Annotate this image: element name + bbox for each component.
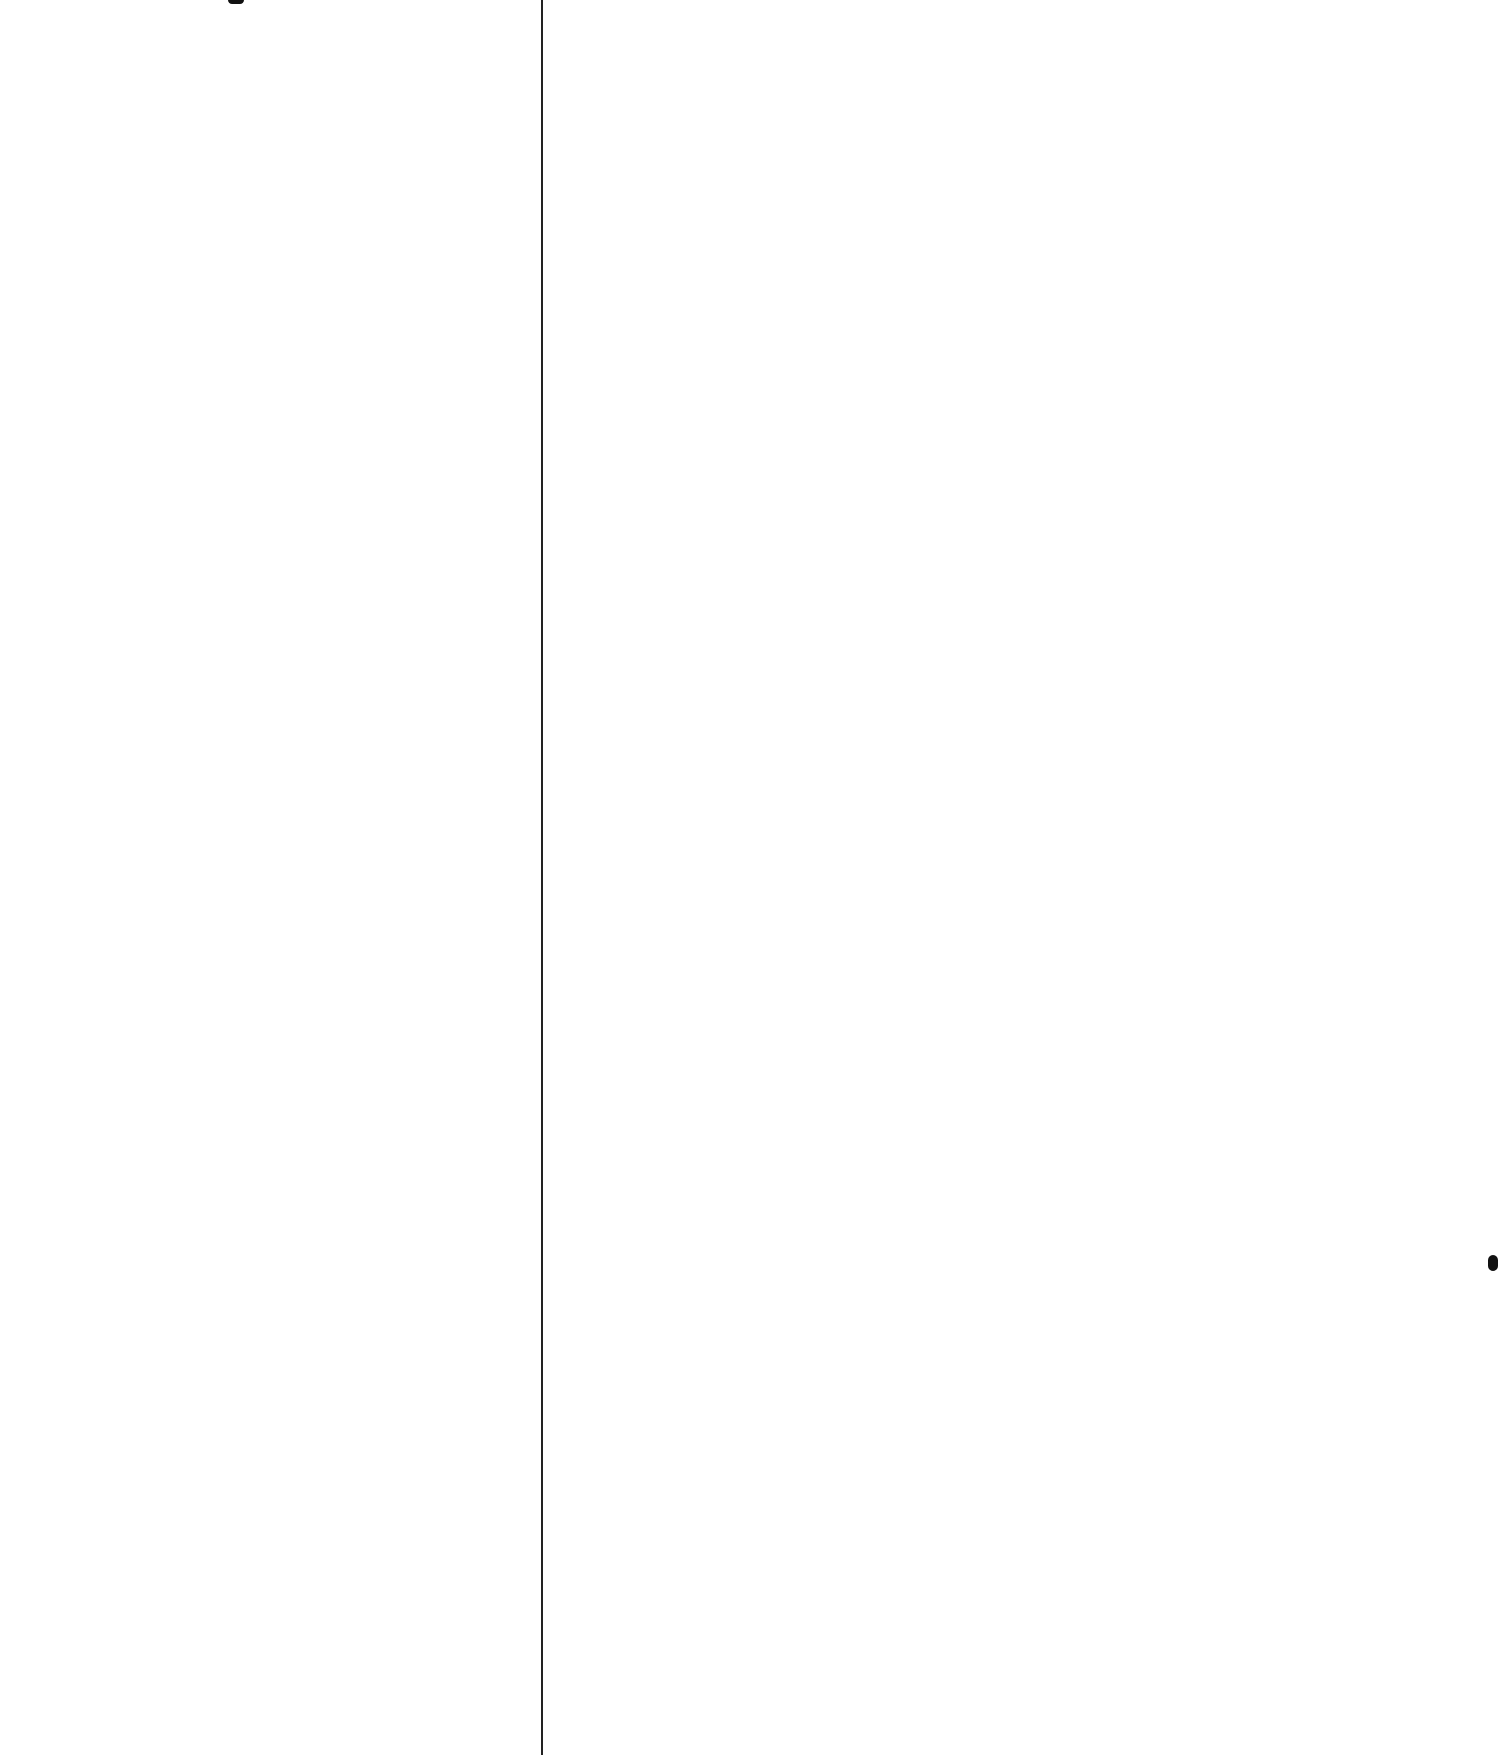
- heading-fragment: [1488, 1255, 1498, 1271]
- page-top-fragment: [228, 0, 244, 4]
- column-divider: [541, 0, 543, 1755]
